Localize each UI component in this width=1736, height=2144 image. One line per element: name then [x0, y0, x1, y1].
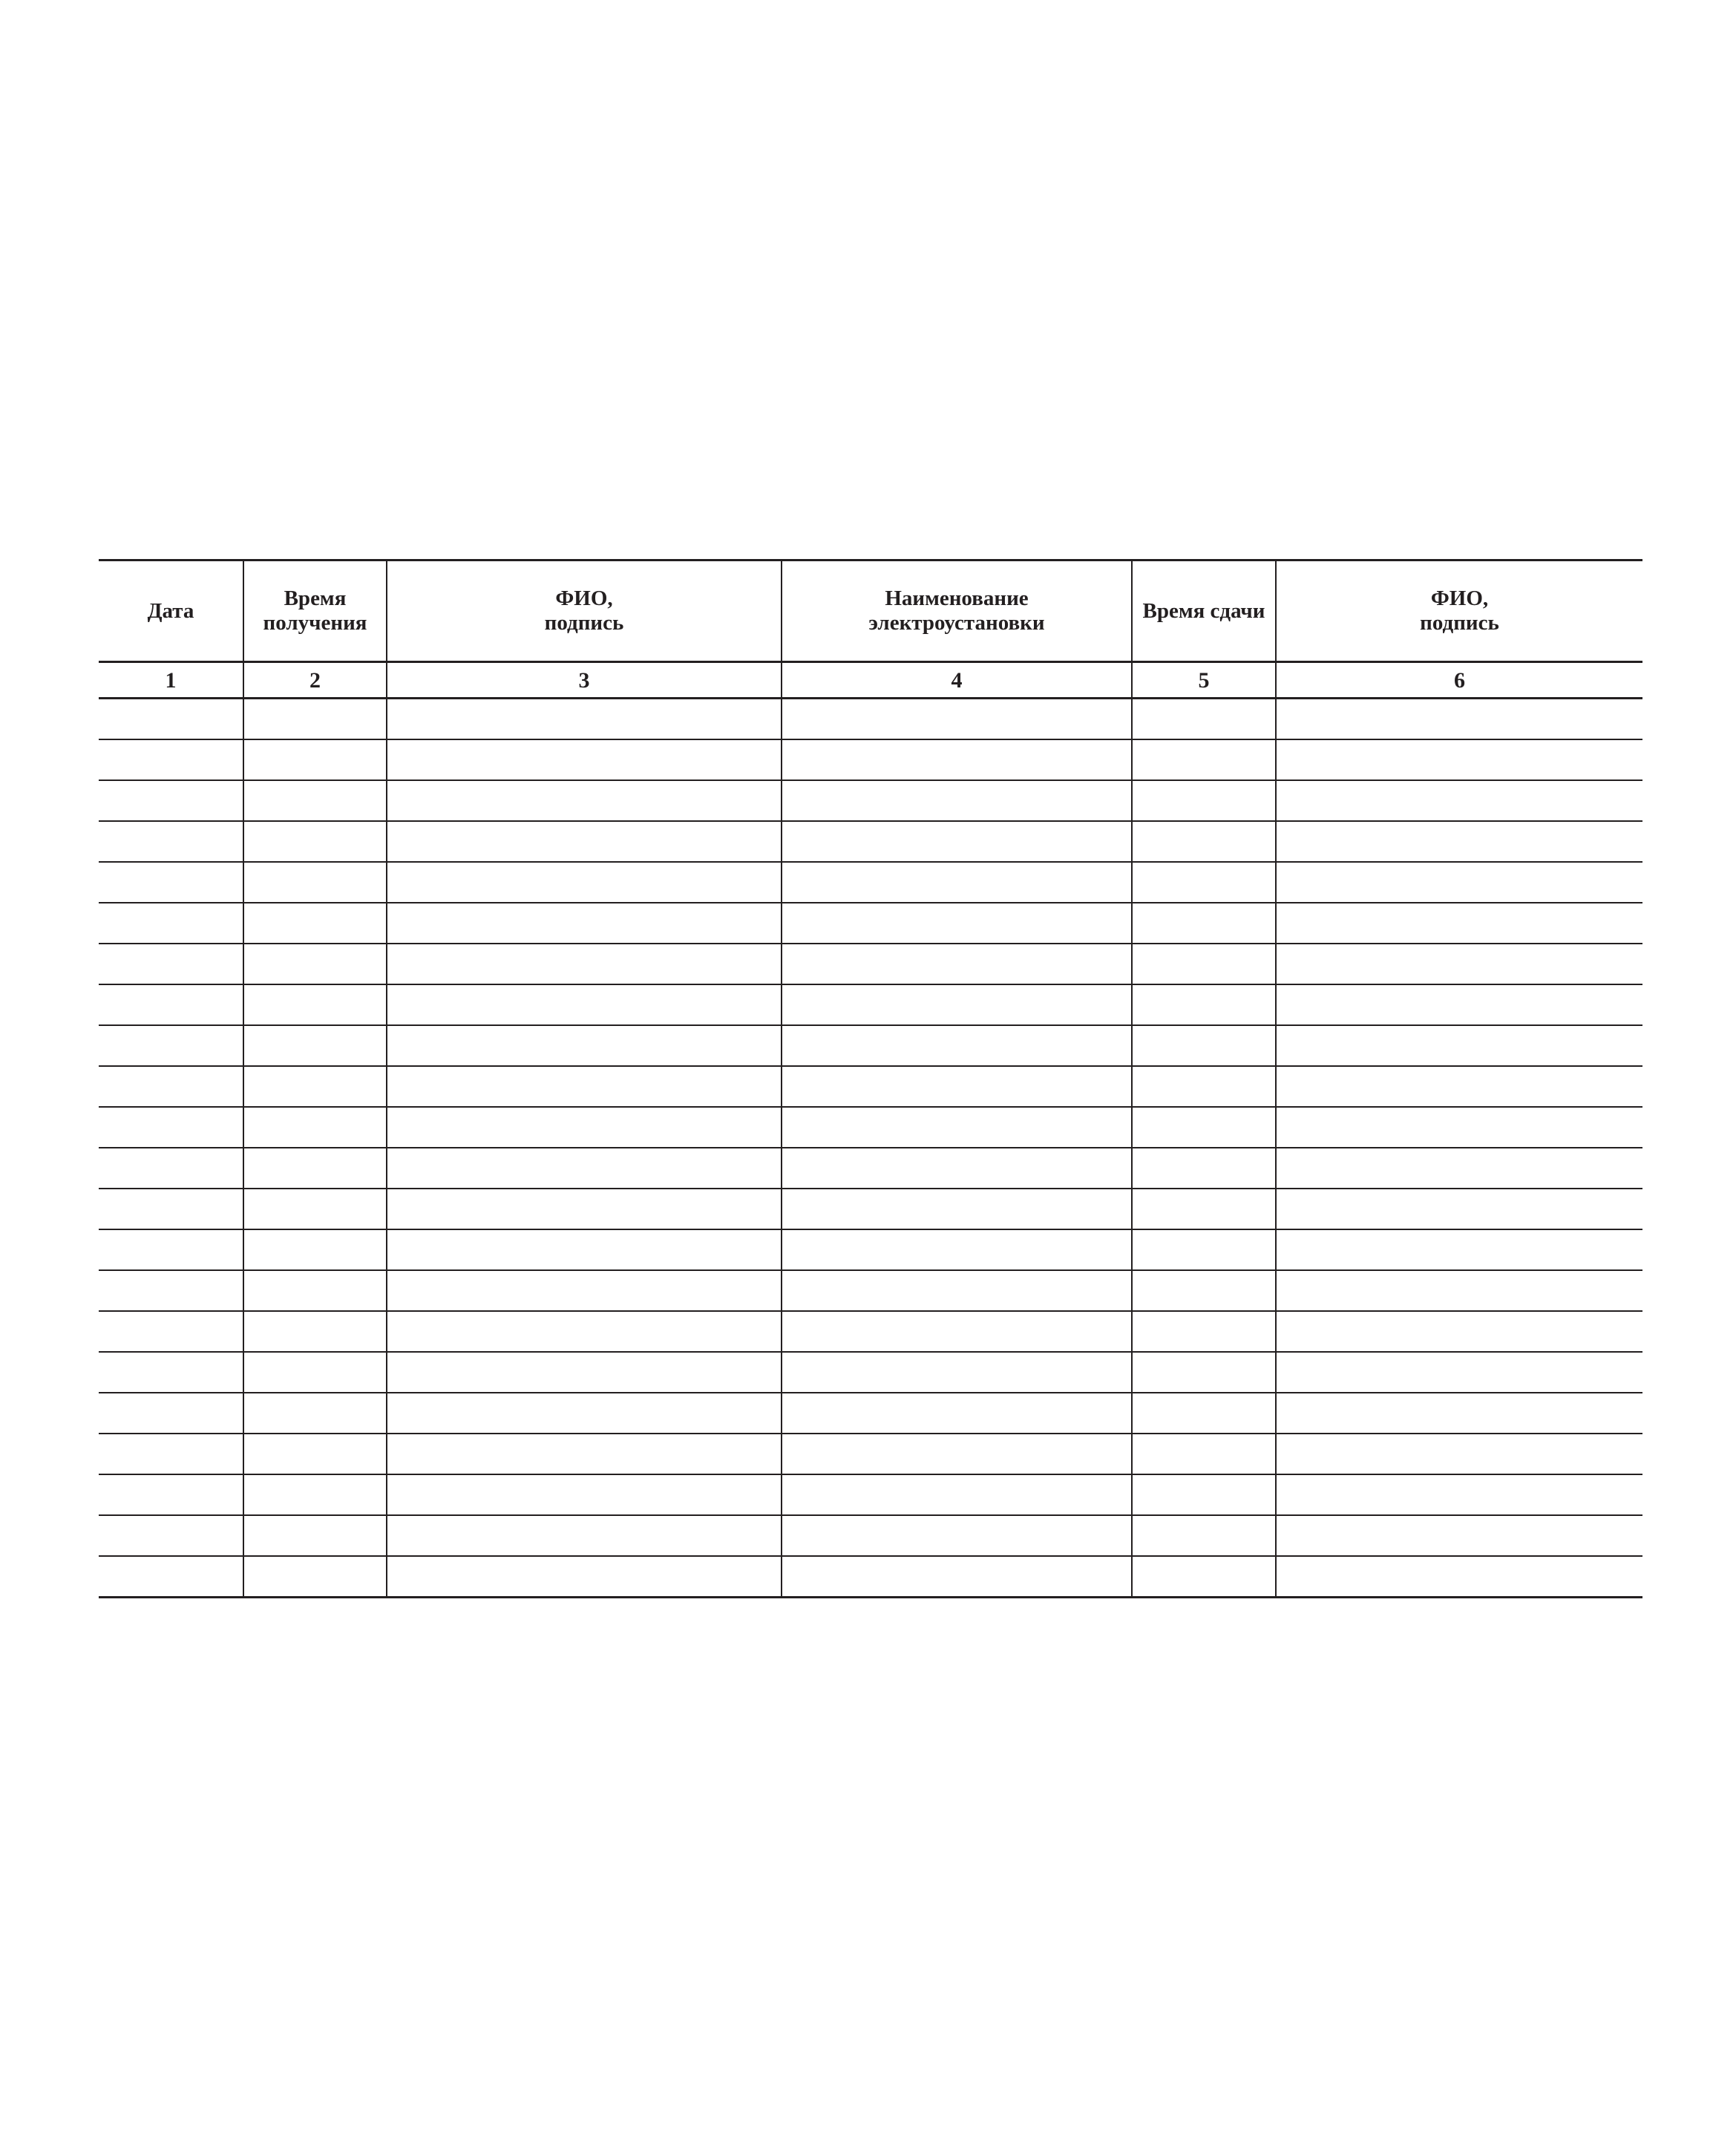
- table-row: [99, 780, 1642, 821]
- cell-installation-name[interactable]: [782, 1393, 1132, 1434]
- cell-date[interactable]: [99, 1270, 243, 1311]
- cell-date[interactable]: [99, 1393, 243, 1434]
- table-row: [99, 1270, 1642, 1311]
- cell-receive-time[interactable]: [243, 944, 387, 984]
- cell-installation-name[interactable]: [782, 944, 1132, 984]
- cell-name-signature-receiver[interactable]: [387, 1270, 782, 1311]
- cell-installation-name[interactable]: [782, 1515, 1132, 1556]
- cell-receive-time[interactable]: [243, 903, 387, 944]
- table-row: [99, 1311, 1642, 1352]
- table-row: [99, 1393, 1642, 1434]
- cell-receive-time[interactable]: [243, 739, 387, 780]
- cell-return-time[interactable]: [1132, 780, 1276, 821]
- column-number: 5: [1132, 662, 1276, 699]
- table-row: [99, 1229, 1642, 1270]
- table-row: [99, 821, 1642, 862]
- cell-date[interactable]: [99, 1311, 243, 1352]
- cell-date[interactable]: [99, 1148, 243, 1189]
- cell-receive-time[interactable]: [243, 821, 387, 862]
- cell-receive-time[interactable]: [243, 1393, 387, 1434]
- cell-name-signature-returner[interactable]: [1276, 1148, 1642, 1189]
- cell-name-signature-receiver[interactable]: [387, 1148, 782, 1189]
- cell-name-signature-receiver[interactable]: [387, 739, 782, 780]
- cell-name-signature-receiver[interactable]: [387, 1066, 782, 1107]
- header-date: Дата: [99, 560, 243, 662]
- cell-name-signature-returner[interactable]: [1276, 1474, 1642, 1515]
- cell-name-signature-returner[interactable]: [1276, 1025, 1642, 1066]
- table-row: [99, 1352, 1642, 1393]
- cell-name-signature-receiver[interactable]: [387, 1352, 782, 1393]
- table-row: [99, 1066, 1642, 1107]
- cell-installation-name[interactable]: [782, 1556, 1132, 1598]
- cell-name-signature-receiver[interactable]: [387, 1189, 782, 1229]
- header-installation-name: Наименование электроустановки: [782, 560, 1132, 662]
- cell-date[interactable]: [99, 1434, 243, 1474]
- cell-installation-name[interactable]: [782, 780, 1132, 821]
- cell-name-signature-receiver[interactable]: [387, 903, 782, 944]
- cell-name-signature-receiver[interactable]: [387, 1474, 782, 1515]
- cell-receive-time[interactable]: [243, 1189, 387, 1229]
- cell-return-time[interactable]: [1132, 1434, 1276, 1474]
- cell-date[interactable]: [99, 1474, 243, 1515]
- cell-return-time[interactable]: [1132, 862, 1276, 903]
- cell-date[interactable]: [99, 903, 243, 944]
- column-number: 6: [1276, 662, 1642, 699]
- cell-installation-name[interactable]: [782, 1189, 1132, 1229]
- cell-installation-name[interactable]: [782, 984, 1132, 1025]
- column-number: 2: [243, 662, 387, 699]
- cell-installation-name[interactable]: [782, 739, 1132, 780]
- table-row: [99, 1025, 1642, 1066]
- cell-name-signature-receiver[interactable]: [387, 862, 782, 903]
- cell-return-time[interactable]: [1132, 739, 1276, 780]
- cell-name-signature-receiver[interactable]: [387, 1311, 782, 1352]
- cell-name-signature-returner[interactable]: [1276, 1352, 1642, 1393]
- table-row: [99, 1474, 1642, 1515]
- cell-return-time[interactable]: [1132, 1025, 1276, 1066]
- header-row: [99, 560, 1642, 662]
- cell-date[interactable]: [99, 1189, 243, 1229]
- table-row: [99, 699, 1642, 740]
- cell-receive-time[interactable]: [243, 1066, 387, 1107]
- cell-return-time[interactable]: [1132, 1515, 1276, 1556]
- table-row: [99, 1515, 1642, 1556]
- cell-installation-name[interactable]: [782, 1352, 1132, 1393]
- cell-receive-time[interactable]: [243, 984, 387, 1025]
- cell-name-signature-returner[interactable]: [1276, 1107, 1642, 1148]
- cell-name-signature-returner[interactable]: [1276, 984, 1642, 1025]
- cell-return-time[interactable]: [1132, 1189, 1276, 1229]
- cell-name-signature-returner[interactable]: [1276, 739, 1642, 780]
- cell-receive-time[interactable]: [243, 1107, 387, 1148]
- cell-return-time[interactable]: [1132, 821, 1276, 862]
- cell-installation-name[interactable]: [782, 1270, 1132, 1311]
- cell-return-time[interactable]: [1132, 944, 1276, 984]
- cell-return-time[interactable]: [1132, 1066, 1276, 1107]
- cell-name-signature-receiver[interactable]: [387, 944, 782, 984]
- cell-return-time[interactable]: [1132, 1352, 1276, 1393]
- cell-date[interactable]: [99, 1107, 243, 1148]
- table-body: [99, 699, 1642, 1598]
- cell-receive-time[interactable]: [243, 1474, 387, 1515]
- cell-date[interactable]: [99, 944, 243, 984]
- cell-name-signature-receiver[interactable]: [387, 699, 782, 740]
- table-row: [99, 1148, 1642, 1189]
- table-row: [99, 1189, 1642, 1229]
- cell-receive-time[interactable]: [243, 699, 387, 740]
- cell-name-signature-returner[interactable]: [1276, 862, 1642, 903]
- cell-name-signature-returner[interactable]: [1276, 1311, 1642, 1352]
- cell-name-signature-receiver[interactable]: [387, 1107, 782, 1148]
- cell-installation-name[interactable]: [782, 1311, 1132, 1352]
- cell-receive-time[interactable]: [243, 1311, 387, 1352]
- cell-receive-time[interactable]: [243, 1148, 387, 1189]
- cell-installation-name[interactable]: [782, 1474, 1132, 1515]
- table-row: [99, 739, 1642, 780]
- cell-name-signature-returner[interactable]: [1276, 944, 1642, 984]
- cell-date[interactable]: [99, 739, 243, 780]
- cell-installation-name[interactable]: [782, 1148, 1132, 1189]
- cell-receive-time[interactable]: [243, 862, 387, 903]
- cell-return-time[interactable]: [1132, 1311, 1276, 1352]
- cell-name-signature-returner[interactable]: [1276, 1189, 1642, 1229]
- cell-receive-time[interactable]: [243, 1434, 387, 1474]
- column-number: 4: [782, 662, 1132, 699]
- cell-name-signature-returner[interactable]: [1276, 903, 1642, 944]
- cell-date[interactable]: [99, 699, 243, 740]
- cell-date[interactable]: [99, 1229, 243, 1270]
- cell-installation-name[interactable]: [782, 1025, 1132, 1066]
- table-row: [99, 903, 1642, 944]
- cell-installation-name[interactable]: [782, 903, 1132, 944]
- cell-name-signature-returner[interactable]: [1276, 1270, 1642, 1311]
- cell-name-signature-returner[interactable]: [1276, 780, 1642, 821]
- cell-receive-time[interactable]: [243, 1270, 387, 1311]
- cell-name-signature-returner[interactable]: [1276, 1556, 1642, 1598]
- cell-name-signature-receiver[interactable]: [387, 1229, 782, 1270]
- column-number: 1: [99, 662, 243, 699]
- column-number: 3: [387, 662, 782, 699]
- cell-installation-name[interactable]: [782, 1229, 1132, 1270]
- cell-name-signature-returner[interactable]: [1276, 1066, 1642, 1107]
- cell-name-signature-returner[interactable]: [1276, 699, 1642, 740]
- cell-return-time[interactable]: [1132, 1474, 1276, 1515]
- cell-receive-time[interactable]: [243, 1352, 387, 1393]
- cell-receive-time[interactable]: [243, 1515, 387, 1556]
- cell-installation-name[interactable]: [782, 699, 1132, 740]
- cell-installation-name[interactable]: [782, 1434, 1132, 1474]
- table-row: [99, 1107, 1642, 1148]
- cell-date[interactable]: [99, 862, 243, 903]
- cell-installation-name[interactable]: [782, 862, 1132, 903]
- log-table: [99, 559, 1642, 1598]
- cell-name-signature-receiver[interactable]: [387, 821, 782, 862]
- cell-name-signature-returner[interactable]: [1276, 1434, 1642, 1474]
- cell-date[interactable]: [99, 821, 243, 862]
- cell-return-time[interactable]: [1132, 699, 1276, 740]
- cell-name-signature-receiver[interactable]: [387, 1556, 782, 1598]
- cell-receive-time[interactable]: [243, 1556, 387, 1598]
- cell-installation-name[interactable]: [782, 1066, 1132, 1107]
- table-row: [99, 944, 1642, 984]
- cell-date[interactable]: [99, 1066, 243, 1107]
- cell-name-signature-returner[interactable]: [1276, 1229, 1642, 1270]
- cell-date[interactable]: [99, 780, 243, 821]
- cell-receive-time[interactable]: [243, 780, 387, 821]
- cell-name-signature-receiver[interactable]: [387, 1515, 782, 1556]
- cell-return-time[interactable]: [1132, 1148, 1276, 1189]
- cell-installation-name[interactable]: [782, 821, 1132, 862]
- cell-name-signature-returner[interactable]: [1276, 1393, 1642, 1434]
- cell-name-signature-returner[interactable]: [1276, 1515, 1642, 1556]
- table-row: [99, 862, 1642, 903]
- cell-name-signature-receiver[interactable]: [387, 1025, 782, 1066]
- cell-name-signature-returner[interactable]: [1276, 821, 1642, 862]
- cell-name-signature-receiver[interactable]: [387, 780, 782, 821]
- cell-return-time[interactable]: [1132, 903, 1276, 944]
- cell-date[interactable]: [99, 1352, 243, 1393]
- cell-return-time[interactable]: [1132, 1229, 1276, 1270]
- cell-return-time[interactable]: [1132, 984, 1276, 1025]
- header-return-time: Время сдачи: [1132, 560, 1276, 662]
- cell-return-time[interactable]: [1132, 1556, 1276, 1598]
- table-row: [99, 984, 1642, 1025]
- cell-receive-time[interactable]: [243, 1025, 387, 1066]
- cell-name-signature-receiver[interactable]: [387, 1393, 782, 1434]
- cell-name-signature-receiver[interactable]: [387, 984, 782, 1025]
- cell-date[interactable]: [99, 984, 243, 1025]
- cell-name-signature-receiver[interactable]: [387, 1434, 782, 1474]
- cell-return-time[interactable]: [1132, 1393, 1276, 1434]
- table-row: [99, 1556, 1642, 1598]
- cell-date[interactable]: [99, 1025, 243, 1066]
- table-row: [99, 1434, 1642, 1474]
- cell-receive-time[interactable]: [243, 1229, 387, 1270]
- cell-return-time[interactable]: [1132, 1107, 1276, 1148]
- column-number-row: [99, 662, 1642, 699]
- cell-return-time[interactable]: [1132, 1270, 1276, 1311]
- cell-date[interactable]: [99, 1515, 243, 1556]
- header-name-signature-returner: ФИО, подпись: [1276, 560, 1642, 662]
- cell-date[interactable]: [99, 1556, 243, 1598]
- header-receive-time: Время получения: [243, 560, 387, 662]
- cell-installation-name[interactable]: [782, 1107, 1132, 1148]
- header-name-signature-receiver: ФИО, подпись: [387, 560, 782, 662]
